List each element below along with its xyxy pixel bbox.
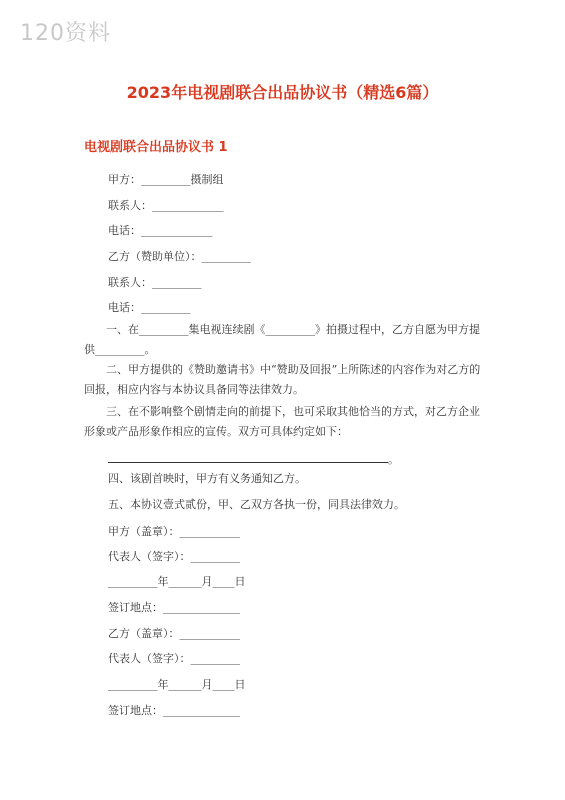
watermark: 120资料	[20, 21, 111, 46]
blank-rule	[108, 451, 388, 463]
clause-5: 五、本协议壹式贰份，甲、乙双方各执一份，同具法律效力。	[108, 498, 405, 511]
party-b-place-line: 签订地点：______________	[108, 704, 240, 717]
party-a-contact-line: 联系人：_____________	[108, 199, 224, 212]
section-heading: 电视剧联合出品协议书 1	[84, 140, 228, 155]
party-b-date-line: _________年______月____日	[108, 678, 246, 691]
clause-1	[84, 320, 484, 360]
clause-2	[84, 360, 484, 400]
clause-3-text: 三、在不影响整个剧情走向的前提下，也可采取其他恰当的方式，对乙方企业形象或产品形象作相应的宣传。双方可具体约定如下：	[84, 405, 480, 438]
party-b-seal-line: 乙方（盖章）：___________	[108, 627, 240, 640]
document-title: 2023年电视剧联合出品协议书（精选6篇）	[126, 83, 439, 102]
clause-3	[84, 402, 484, 442]
party-a-representative-line: 代表人（签字）：_________	[108, 550, 240, 563]
blank-line-end: 。	[388, 453, 399, 466]
party-b-representative-line: 代表人（签字）：_________	[108, 652, 240, 665]
blank-agreement-line	[108, 451, 399, 467]
clause-1-text: 一、在_________集电视连续剧《_________》拍摄过程中，乙方自愿为甲方提供_________。	[84, 323, 480, 356]
party-b-contact-line: 联系人：_________	[108, 276, 202, 289]
party-a-seal-line: 甲方（盖章）：___________	[108, 525, 240, 538]
party-b-phone-line: 电话：_________	[108, 301, 191, 314]
party-a-date-line: _________年______月____日	[108, 575, 246, 588]
party-a-phone-line: 电话：_____________	[108, 224, 213, 237]
clause-4: 四、该剧首映时，甲方有义务通知乙方。	[108, 472, 306, 485]
party-a-line: 甲方：_________摄制组	[108, 173, 224, 186]
clause-2-text: 二、甲方提供的《赞助邀请书》中“赞助及回报”上所陈述的内容作为对乙方的回报，相应内容与本协议具备同等法律效力。	[84, 363, 481, 396]
party-a-place-line: 签订地点：______________	[108, 601, 240, 614]
party-b-line: 乙方（赞助单位）：_________	[108, 250, 251, 263]
